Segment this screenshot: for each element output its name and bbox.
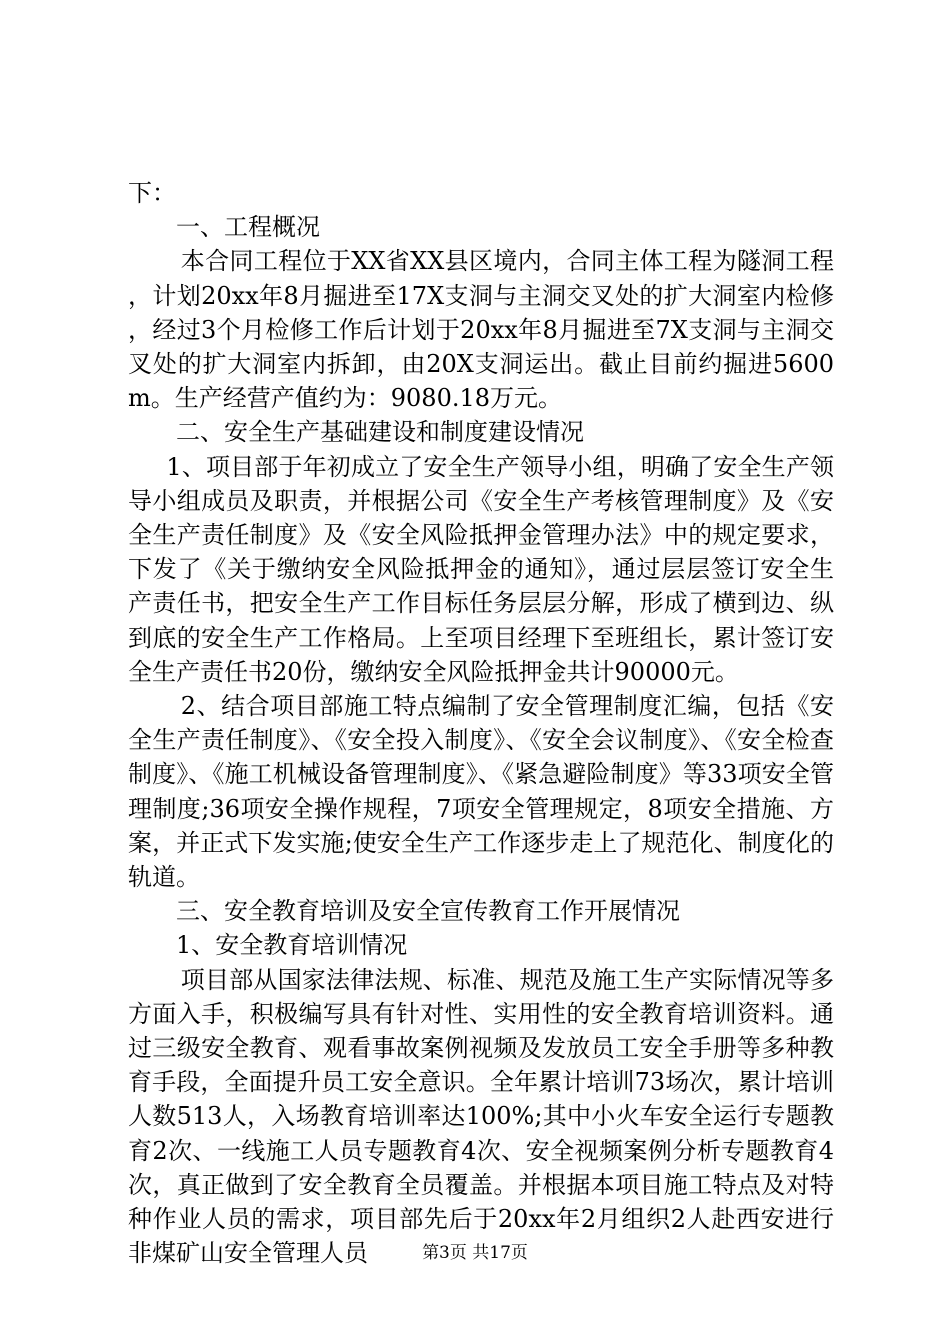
heading-safety-infrastructure: 二、安全生产基础建设和制度建设情况 xyxy=(176,418,584,447)
heading-project-overview: 一、工程概况 xyxy=(176,213,320,242)
paragraph-safety-leadership: 1、项目部于年初成立了安全生产领导小组，明确了安全生产领导小组成员及职责，并根据公司《安全生产考核管理制度》及《安全生产责任制度》及《安全风险抵押金管理办法》中的规定要求，下发了《关于缴纳安全风险抵押金的通知》，通过层层签订安全生产责任书，把安全生产工作目标任务层层分解，形成了横到边、纵到底的安全生产工作格局。上至项目经理下至班组长，累计签订安全生产责任书20份，缴纳安全风险抵押金共计90000元。 xyxy=(128,452,834,686)
paragraph-safety-regulations: 2、结合项目部施工特点编制了安全管理制度汇编，包括《安全生产责任制度》、《安全投入制度》、《安全会议制度》、《安全检查制度》、《施工机械设备管理制度》、《紧急避险制度》等33项安全管理制度;36项安全操作规程，7项安全管理规定，8项安全措施、方案，并正式下发实施;使安全生产工作逐步走上了规范化、制度化的轨道。 xyxy=(128,692,834,892)
subheading-training: 1、安全教育培训情况 xyxy=(176,931,408,960)
heading-safety-education: 三、安全教育培训及安全宣传教育工作开展情况 xyxy=(176,897,680,926)
document-body xyxy=(128,176,834,1271)
paragraph-continuation: 下： xyxy=(128,179,176,207)
paragraph-project-overview: 本合同工程位于XX省XX县区境内，合同主体工程为隧洞工程，计划20xx年8月掘进至17X支洞与主洞交叉处的扩大洞室内检修，经过3个月检修工作后计划于20xx年8月掘进至7X支洞与主洞交叉处的扩大洞室内拆卸，由20X支洞运出。截止目前约掘进5600m。生产经营产值约为：9080.18万元。 xyxy=(128,247,834,413)
page-footer: 第3页 共17页 xyxy=(422,1243,528,1263)
paragraph-training: 项目部从国家法律法规、标准、规范及施工生产实际情况等多方面入手，积极编写具有针对性、实用性的安全教育培训资料。通过三级安全教育、观看事故案例视频及发放员工安全手册等多种教育手段，全面提升员工安全意识。全年累计培训73场次，累计培训人数513人，入场教育培训率达100%;其中小火车安全运行专题教育2次、一线施工人员专题教育4次、安全视频案例分析专题教育4次，真正做到了安全教育全员覆盖。并根据本项目施工特点及对特种作业人员的需求，项目部先后于20xx年2月组织2人赴西安进行非煤矿山安全管理人员 xyxy=(128,965,834,1268)
